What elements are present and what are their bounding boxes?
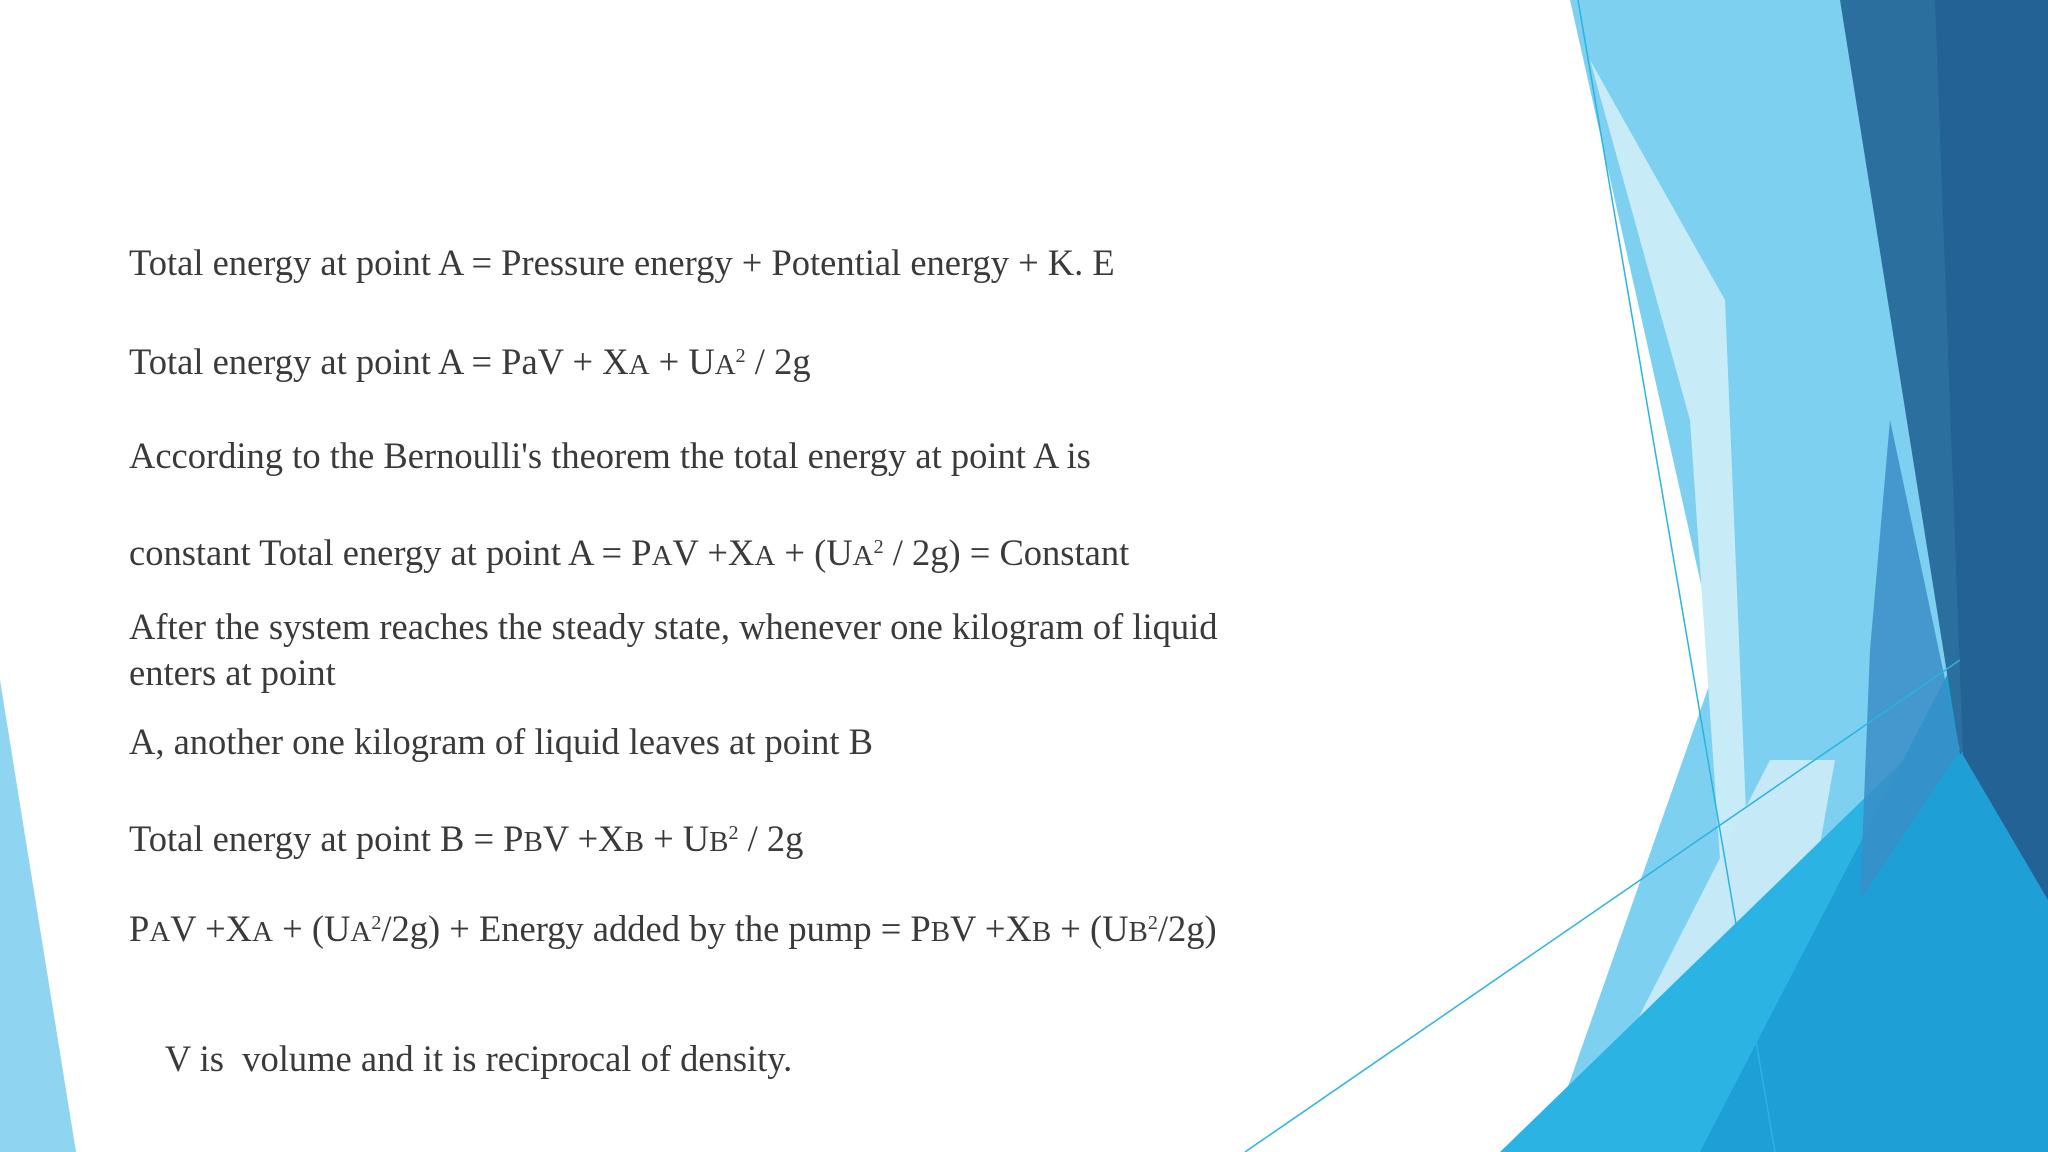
line-9-superscript-a: 2 bbox=[371, 912, 382, 934]
line-10-text: V is volume and it is reciprocal of density. bbox=[147, 1038, 793, 1079]
line-8-part-h: / 2g bbox=[738, 818, 804, 859]
line-9-sub-f: A bbox=[350, 916, 372, 948]
line-4-part-h: / 2g) = Constant bbox=[883, 532, 1130, 573]
line-9-part-o: /2g) bbox=[1157, 908, 1217, 949]
line-2-subscript-a: A bbox=[628, 349, 650, 381]
line-9-sub-k: B bbox=[1031, 916, 1052, 948]
line-8-part-e: + U bbox=[643, 818, 710, 859]
text-line-1 bbox=[129, 240, 1115, 286]
line-5-text: After the system reaches the steady state, whenever one kilogram of liquid bbox=[129, 606, 1218, 647]
line-4-part-e: + (U bbox=[775, 532, 853, 573]
line-2-superscript: 2 bbox=[735, 345, 746, 367]
line-9-sub-m: B bbox=[1128, 916, 1148, 948]
text-line-3 bbox=[129, 433, 1091, 479]
line-8-sub-b: B bbox=[523, 826, 543, 858]
line-9-sub-b: A bbox=[149, 916, 171, 948]
line-3-text: According to the Bernoulli's theorem the total energy at point A is bbox=[129, 435, 1091, 476]
line-2-part-f: / 2g bbox=[745, 341, 811, 382]
text-line-2 bbox=[129, 333, 811, 388]
line-8-part-a: Total energy at point B = P bbox=[129, 818, 524, 859]
line-2-part-a: Total energy at point A = PaV + X bbox=[129, 341, 629, 382]
line-4-part-a: constant Total energy at point A = P bbox=[129, 532, 652, 573]
line-8-part-c: V +X bbox=[542, 818, 625, 859]
line-1-text: Total energy at point A = Pressure energy + Potential energy + K. E bbox=[129, 242, 1115, 283]
line-8-sub-d: B bbox=[624, 826, 644, 858]
line-9-part-l: + (U bbox=[1051, 908, 1129, 949]
left-sliver-shape bbox=[0, 680, 76, 1152]
line-4-sub-b: A bbox=[651, 540, 673, 572]
line-6-text: enters at point bbox=[129, 652, 336, 693]
line-9-part-c: V +X bbox=[170, 908, 253, 949]
line-9-superscript-b: 2 bbox=[1147, 912, 1158, 934]
line-9-part-j: V +X bbox=[950, 908, 1032, 949]
line-2-subscript-d: A bbox=[714, 349, 736, 381]
text-line-6 bbox=[129, 650, 336, 696]
text-line-9 bbox=[129, 900, 1217, 955]
text-line-10 bbox=[129, 990, 792, 1082]
line-4-sub-f: A bbox=[852, 540, 874, 572]
line-7-text: A, another one kilogram of liquid leaves at point B bbox=[129, 721, 874, 762]
text-line-8 bbox=[129, 810, 803, 865]
line-9-part-a: P bbox=[129, 908, 150, 949]
line-9-part-e: + (U bbox=[273, 908, 351, 949]
text-line-7 bbox=[129, 719, 873, 765]
line-8-superscript: 2 bbox=[728, 822, 739, 844]
line-9-part-h: /2g) + Energy added by the pump = P bbox=[381, 908, 931, 949]
text-line-5 bbox=[129, 604, 1218, 650]
line-9-sub-i: B bbox=[930, 916, 951, 948]
line-4-sub-d: A bbox=[754, 540, 776, 572]
line-4-superscript: 2 bbox=[873, 536, 884, 558]
line-4-part-c: V +X bbox=[672, 532, 755, 573]
text-line-4 bbox=[129, 524, 1129, 579]
line-8-sub-f: B bbox=[709, 826, 729, 858]
line-2-part-c: + U bbox=[649, 341, 715, 382]
line-9-sub-d: A bbox=[252, 916, 273, 948]
